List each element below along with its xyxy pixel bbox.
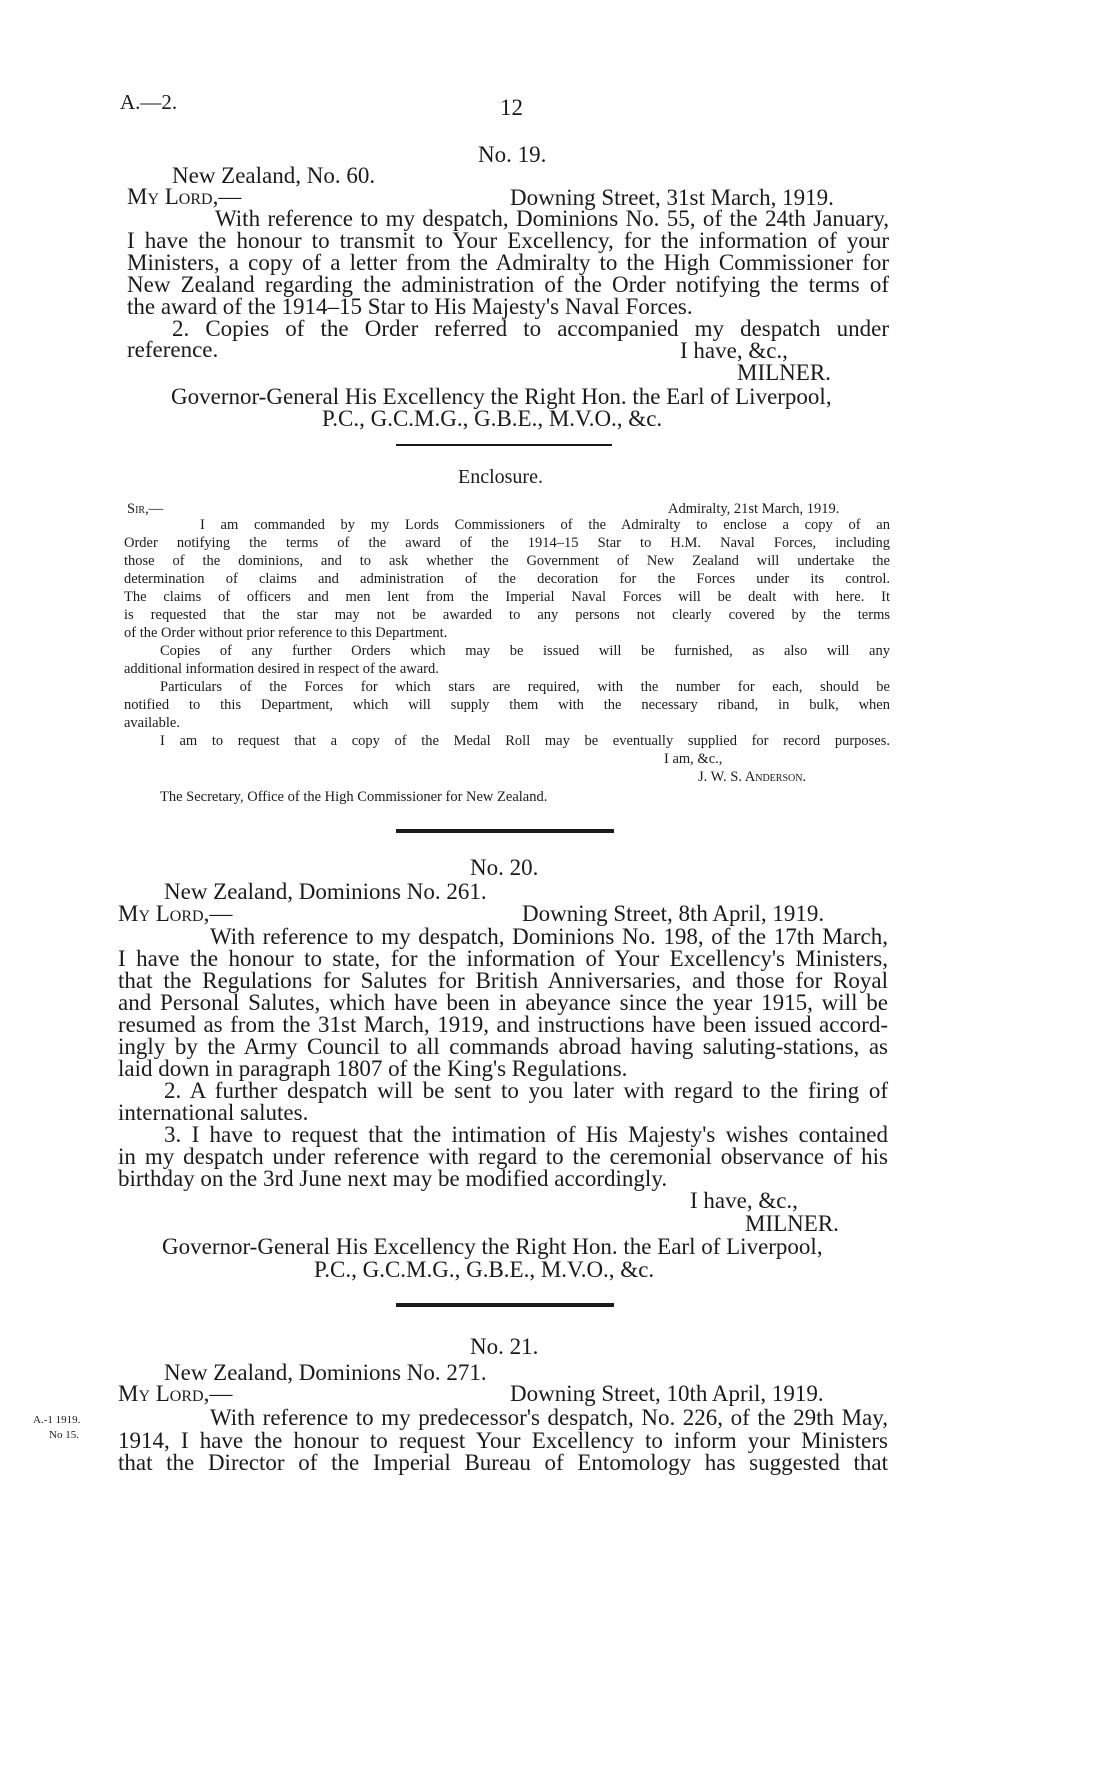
paragraph-line: With reference to my predecessor's despatch, No. 226, of the 29th May, bbox=[210, 1405, 888, 1430]
despatch-heading: No. 19. bbox=[478, 142, 547, 167]
document-reference: A.—2. bbox=[120, 90, 178, 114]
paragraph-line: notified to this Department, which will supply them with the necessary riband, in bulk, when bbox=[124, 697, 890, 713]
section-divider bbox=[396, 444, 612, 446]
addressee-line: P.C., G.C.M.G., G.B.E., M.V.O., &c. bbox=[322, 406, 663, 431]
addressee-line: Governor-General His Excellency the Right Hon. the Earl of Liverpool, bbox=[162, 1234, 823, 1259]
salutation: My Lord,— bbox=[118, 1381, 233, 1406]
page-number: 12 bbox=[500, 95, 523, 120]
place-date: Downing Street, 10th April, 1919. bbox=[510, 1381, 824, 1406]
addressee-line: Governor-General His Excellency the Right Hon. the Earl of Liverpool, bbox=[171, 384, 832, 409]
paragraph-line: Particulars of the Forces for which stars are required, with the number for each, should be bbox=[160, 679, 890, 695]
paragraph-line: 3. I have to request that the intimation of His Majesty's wishes contained bbox=[164, 1122, 888, 1147]
paragraph-line: Order notifying the terms of the award of the 1914–15 Star to H.M. Naval Forces, including bbox=[124, 535, 890, 551]
place-date: Admiralty, 21st March, 1919. bbox=[668, 501, 840, 517]
despatch-department: New Zealand, No. 60. bbox=[172, 163, 376, 188]
salutation: Sir,— bbox=[127, 501, 164, 517]
paragraph-line: and Personal Salutes, which have been in abeyance since the year 1915, will be bbox=[118, 990, 888, 1015]
paragraph-line: 2. Copies of the Order referred to accompanied my despatch under bbox=[172, 316, 889, 341]
paragraph-line: in my despatch under reference with regard to the ceremonial observance of his bbox=[118, 1144, 888, 1169]
paragraph-line: is requested that the star may not be awarded to any persons not clearly covered by the terms bbox=[124, 607, 890, 623]
enclosure-heading: Enclosure. bbox=[458, 466, 543, 488]
paragraph-line: I am to request that a copy of the Medal Roll may be eventually supplied for record purposes. bbox=[160, 733, 890, 749]
section-divider bbox=[396, 1303, 614, 1307]
paragraph-line: 2. A further despatch will be sent to you later with regard to the firing of bbox=[164, 1078, 888, 1103]
signature: J. W. S. Anderson. bbox=[698, 769, 807, 785]
paragraph-line: New Zealand regarding the administration of the Order notifying the terms of bbox=[127, 272, 889, 297]
closing: I am, &c., bbox=[664, 751, 723, 767]
paragraph-line: determination of claims and administration of the decoration for the Forces under its control. bbox=[124, 571, 890, 587]
paragraph-line: that the Director of the Imperial Bureau of Entomology has suggested that bbox=[118, 1450, 888, 1475]
paragraph-line: ingly by the Army Council to all commands abroad having saluting-stations, as bbox=[118, 1034, 888, 1059]
closing: I have, &c., bbox=[680, 338, 788, 363]
paragraph-line: I have the honour to state, for the information of Your Excellency's Ministers, bbox=[118, 946, 888, 971]
paragraph-line: resumed as from the 31st March, 1919, and instructions have been issued accord- bbox=[118, 1012, 888, 1037]
margin-note: A.-1 1919. bbox=[33, 1414, 81, 1426]
salutation: My Lord,— bbox=[118, 901, 233, 926]
place-date: Downing Street, 8th April, 1919. bbox=[522, 901, 825, 926]
paragraph-line: international salutes. bbox=[118, 1100, 309, 1125]
paragraph-line: reference. bbox=[127, 337, 219, 362]
addressee: The Secretary, Office of the High Commissioner for New Zealand. bbox=[160, 789, 548, 805]
addressee-line: P.C., G.C.M.G., G.B.E., M.V.O., &c. bbox=[314, 1257, 655, 1282]
paragraph-line: additional information desired in respect of the award. bbox=[124, 661, 439, 677]
place-date: Downing Street, 31st March, 1919. bbox=[510, 185, 834, 210]
signature: MILNER. bbox=[745, 1211, 839, 1236]
paragraph-line: those of the dominions, and to ask whether the Government of New Zealand will undertake the bbox=[124, 553, 890, 569]
paragraph-line: I have the honour to transmit to Your Excellency, for the information of your bbox=[127, 228, 889, 253]
paragraph-line: 1914, I have the honour to request Your Excellency to inform your Ministers bbox=[118, 1428, 888, 1453]
closing: I have, &c., bbox=[690, 1188, 798, 1213]
despatch-heading: No. 20. bbox=[470, 855, 539, 880]
section-divider bbox=[396, 829, 614, 833]
paragraph-line: the award of the 1914–15 Star to His Majesty's Naval Forces. bbox=[127, 294, 693, 319]
paragraph-line: available. bbox=[124, 715, 180, 731]
paragraph-line: of the Order without prior reference to this Department. bbox=[124, 625, 448, 641]
despatch-department: New Zealand, Dominions No. 261. bbox=[164, 879, 487, 904]
despatch-heading: No. 21. bbox=[470, 1334, 539, 1359]
paragraph-line: I am commanded by my Lords Commissioners of the Admiralty to enclose a copy of an bbox=[200, 517, 890, 533]
margin-note: No 15. bbox=[49, 1429, 79, 1441]
salutation: My Lord,— bbox=[127, 184, 242, 209]
paragraph-line: Copies of any further Orders which may be issued will be furnished, as also will any bbox=[160, 643, 890, 659]
paragraph-line: Ministers, a copy of a letter from the Admiralty to the High Commissioner for bbox=[127, 250, 889, 275]
paragraph-line: With reference to my despatch, Dominions No. 55, of the 24th January, bbox=[215, 206, 889, 231]
paragraph-line: laid down in paragraph 1807 of the King's Regulations. bbox=[118, 1056, 628, 1081]
signature: MILNER. bbox=[737, 360, 831, 385]
paragraph-line: The claims of officers and men lent from the Imperial Naval Forces will be dealt with here. It bbox=[124, 589, 890, 605]
despatch-department: New Zealand, Dominions No. 271. bbox=[164, 1360, 487, 1385]
paragraph-line: that the Regulations for Salutes for British Anniversaries, and those for Royal bbox=[118, 968, 888, 993]
paragraph-line: With reference to my despatch, Dominions No. 198, of the 17th March, bbox=[210, 924, 888, 949]
paragraph-line: birthday on the 3rd June next may be modified accordingly. bbox=[118, 1166, 668, 1191]
